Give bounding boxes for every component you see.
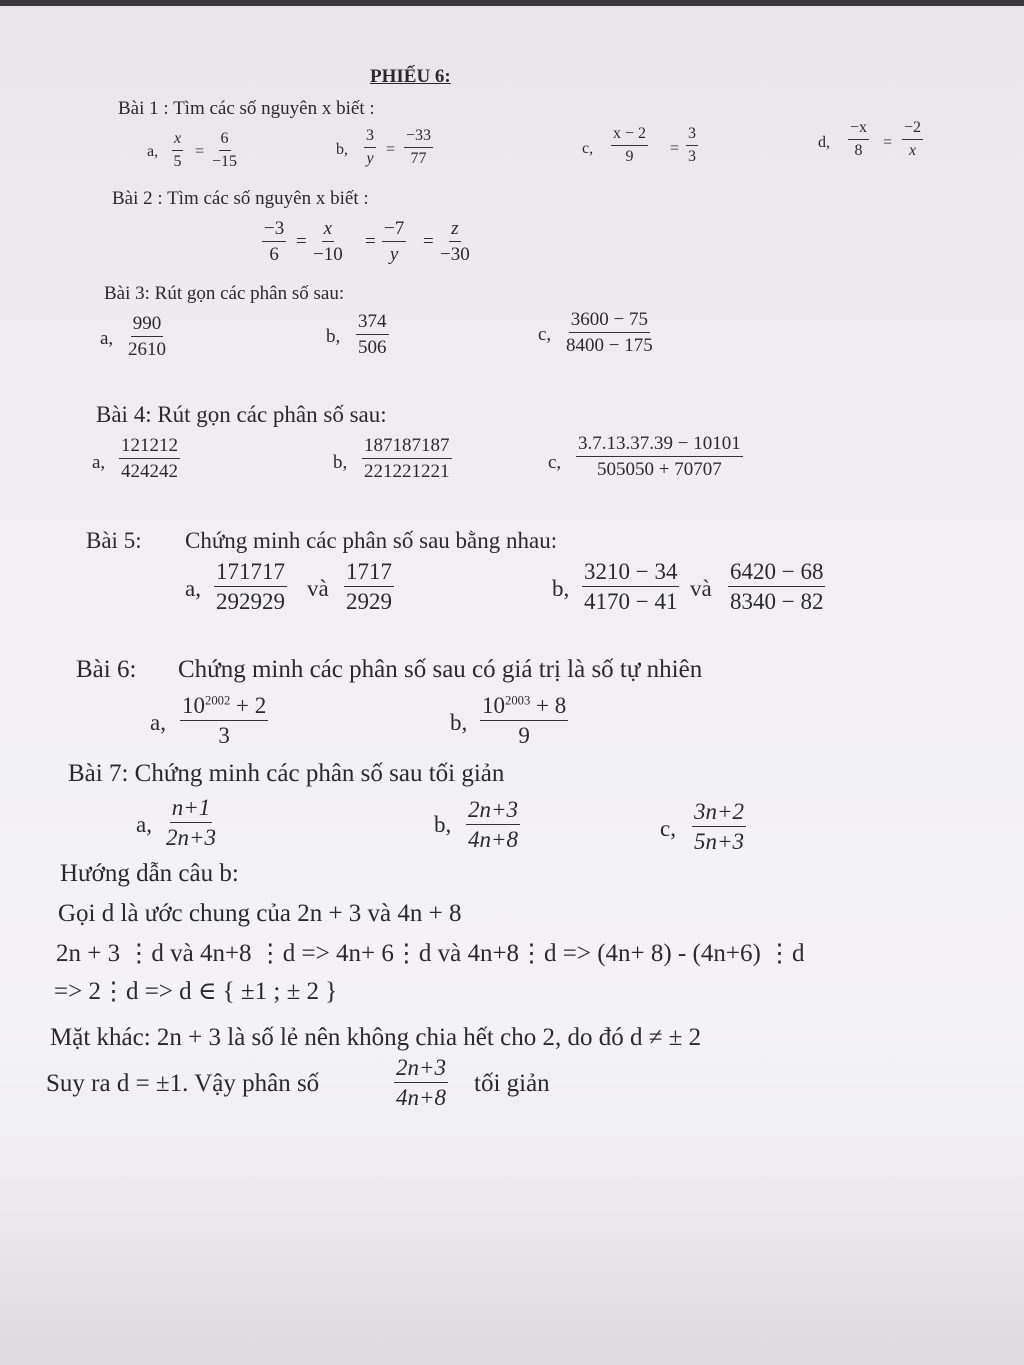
b1-d-eq: = (883, 134, 893, 151)
guide-line-5: Mặt khác: 2n + 3 là số lẻ nên không chia hết cho 2, do đó d ≠ ± 2 (50, 1024, 702, 1051)
b2-heading: Bài 2 : Tìm các số nguyên x biết : (112, 188, 369, 209)
b5-b-frac1: $\frac{3210 - 34}{4170 - 41}$ (584, 559, 678, 614)
b2-eq1: = (296, 231, 307, 252)
b1-a-frac2: $\frac{6}{-15}$ (212, 130, 238, 170)
b3-b-label: b, (326, 326, 341, 347)
guide-line-4: => 2⋮d => d ∈ { ±1 ; ± 2 } (54, 978, 338, 1005)
b7-heading: Bài 7: Chứng minh các phân số sau tối giản (68, 760, 505, 787)
guide-line-3: 2n + 3 ⋮d và 4n+8 ⋮d => 4n+ 6⋮d và 4n+8⋮d => (4n+ 8) - (4n+6) ⋮d (56, 940, 805, 967)
b2-frac1: $\frac{-3}{6}$ (264, 218, 285, 265)
guide-line-6a: Suy ra d = ±1. Vậy phân số (46, 1070, 320, 1097)
b2-frac3: $\frac{-7}{y}$ (384, 218, 405, 265)
b1-b-eq: = (386, 141, 396, 158)
b3-a-frac: $\frac{990}{2610}$ (128, 313, 166, 360)
b1-a-label: a, (147, 143, 159, 160)
b7-c-frac: $\frac{3n+2}{5n+3}$ (694, 799, 745, 854)
b5-b-frac2: $\frac{6420 - 68}{8340 - 82}$ (730, 559, 824, 614)
b4-heading: Bài 4: Rút gọn các phân số sau: (96, 402, 387, 427)
b7-b-label: b, (434, 812, 452, 837)
guide-frac: $\frac{2n+3}{4n+8}$ (396, 1055, 447, 1110)
b7-b-frac: $\frac{2n+3}{4n+8}$ (468, 797, 519, 852)
b6-a-label: a, (150, 710, 166, 735)
photo-top-edge (0, 0, 1024, 6)
b6-a-frac: $\frac{10^{2002} + 2}{3}$ (182, 693, 267, 748)
b1-d-frac2: $\frac{-2}{x}$ (904, 119, 922, 159)
b1-c-frac2: $\frac{3}{3}$ (688, 125, 696, 165)
b1-c-label: c, (582, 140, 594, 157)
b3-a-label: a, (100, 328, 114, 349)
b7-c-label: c, (660, 816, 676, 841)
b7-a-frac: $\frac{n+1}{2n+3}$ (166, 795, 217, 850)
b1-a-frac1: $\frac{x}{5}$ (173, 130, 182, 170)
b5-b-label: b, (552, 576, 570, 601)
b1-c-eq: = (670, 140, 680, 157)
b1-b-label: b, (336, 141, 348, 158)
b3-b-frac: $\frac{374}{506}$ (358, 311, 387, 358)
b6-label: Bài 6: (76, 656, 137, 683)
b5-va2: và (690, 576, 712, 601)
b4-a-frac: $\frac{121212}{424242}$ (121, 435, 178, 482)
b1-b-frac1: $\frac{3}{y}$ (366, 127, 374, 167)
guide-title: Hướng dẫn câu b: (60, 860, 239, 887)
b3-heading: Bài 3: Rút gọn các phân số sau: (104, 283, 345, 304)
b3-c-label: c, (538, 324, 552, 345)
photo-shadow (0, 1150, 1024, 1365)
b6-heading: Chứng minh các phân số sau có giá trị là số tự nhiên (178, 656, 703, 683)
b5-va: và (307, 576, 329, 601)
b1-a-eq: = (195, 143, 205, 160)
b5-a-frac1: $\frac{171717}{292929}$ (216, 559, 285, 614)
b1-b-frac2: $\frac{-33}{77}$ (406, 127, 432, 167)
b4-c-label: c, (548, 452, 562, 473)
b1-d-frac1: $\frac{-x}{8}$ (850, 119, 868, 159)
b5-a-label: a, (185, 576, 201, 601)
b2-eq2: = (365, 231, 376, 252)
b4-c-frac: $\frac{3.7.13.37.39 - 10101}{505050 + 70707}$ (578, 433, 741, 480)
b5-a-frac2: $\frac{1717}{2929}$ (346, 559, 392, 614)
guide-line-6b: tối giản (474, 1070, 550, 1097)
b6-b-label: b, (450, 710, 468, 735)
b1-d-label: d, (818, 134, 830, 151)
guide-line-2: Gọi d là ước chung của 2n + 3 và 4n + 8 (58, 900, 462, 927)
b1-heading: Bài 1 : Tìm các số nguyên x biết : (118, 98, 375, 119)
b5-label: Bài 5: (86, 528, 142, 553)
b6-b-frac: $\frac{10^{2003} + 8}{9}$ (482, 693, 567, 748)
b1-c-frac1: $\frac{x - 2}{9}$ (613, 125, 647, 165)
b2-eq3: = (423, 231, 434, 252)
b4-a-label: a, (92, 452, 106, 473)
b3-c-frac: $\frac{3600 - 75}{8400 - 175}$ (566, 309, 653, 356)
b4-b-label: b, (333, 452, 348, 473)
b2-frac4: $\frac{z}{-30}$ (440, 218, 470, 265)
b5-heading: Chứng minh các phân số sau bằng nhau: (185, 528, 558, 553)
b4-b-frac: $\frac{187187187}{221221221}$ (364, 435, 450, 482)
b2-frac2: $\frac{x}{-10}$ (313, 218, 343, 265)
b7-a-label: a, (136, 812, 152, 837)
page-title: PHIẾU 6: (370, 66, 451, 87)
